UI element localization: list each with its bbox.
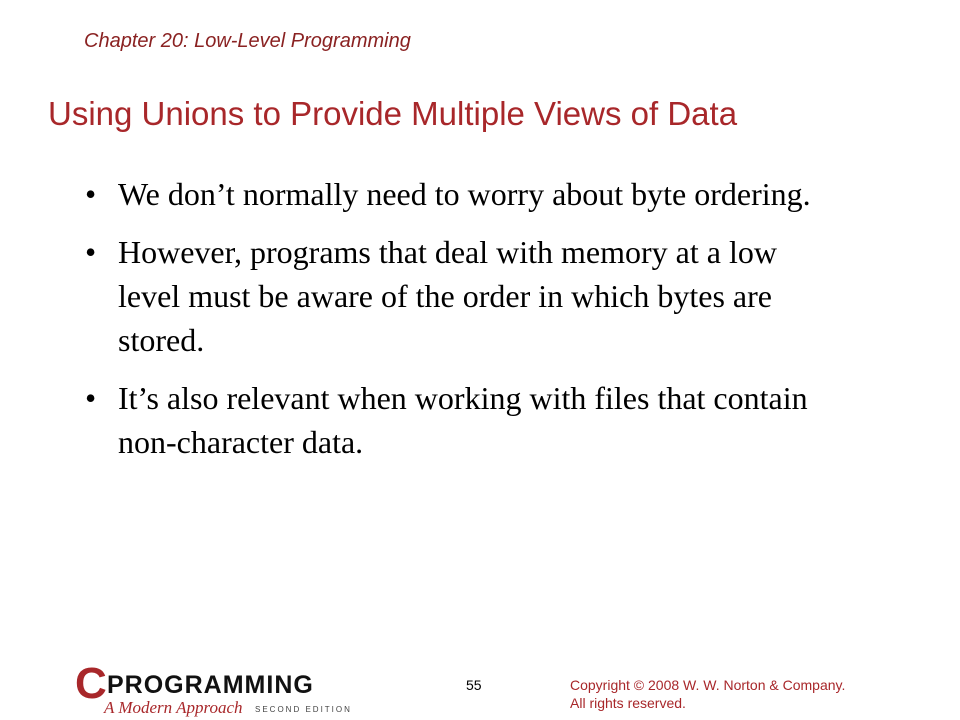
logo-subtitle: A Modern Approach bbox=[104, 698, 243, 717]
slide-title: Using Unions to Provide Multiple Views of Data bbox=[48, 95, 738, 132]
bullet-item bbox=[85, 230, 838, 362]
bullet-dot-icon: • bbox=[85, 176, 97, 212]
copyright-line-2: All rights reserved. bbox=[570, 695, 686, 711]
logo-edition: SECOND EDITION bbox=[255, 705, 352, 714]
logo-letter: C bbox=[75, 659, 107, 708]
copyright-line-1: Copyright © 2008 W. W. Norton & Company. bbox=[570, 677, 846, 693]
bullet-dot-icon: • bbox=[85, 234, 97, 270]
bullet-item bbox=[85, 376, 838, 464]
copyright-notice bbox=[570, 676, 910, 712]
bullet-dot-icon: • bbox=[85, 380, 97, 416]
page-number: 55 bbox=[466, 677, 482, 693]
book-logo bbox=[75, 659, 365, 718]
bullet-item bbox=[85, 172, 838, 216]
logo-word: PROGRAMMING bbox=[107, 671, 314, 699]
chapter-header: Chapter 20: Low-Level Programming bbox=[84, 30, 411, 52]
bullet-list bbox=[85, 172, 838, 478]
bullet-text: However, programs that deal with memory at a low level must be aware of the order in which bytes are stored. bbox=[118, 234, 777, 358]
bullet-text: We don’t normally need to worry about byte ordering. bbox=[118, 176, 811, 212]
bullet-text: It’s also relevant when working with files that contain non-character data. bbox=[118, 380, 808, 460]
